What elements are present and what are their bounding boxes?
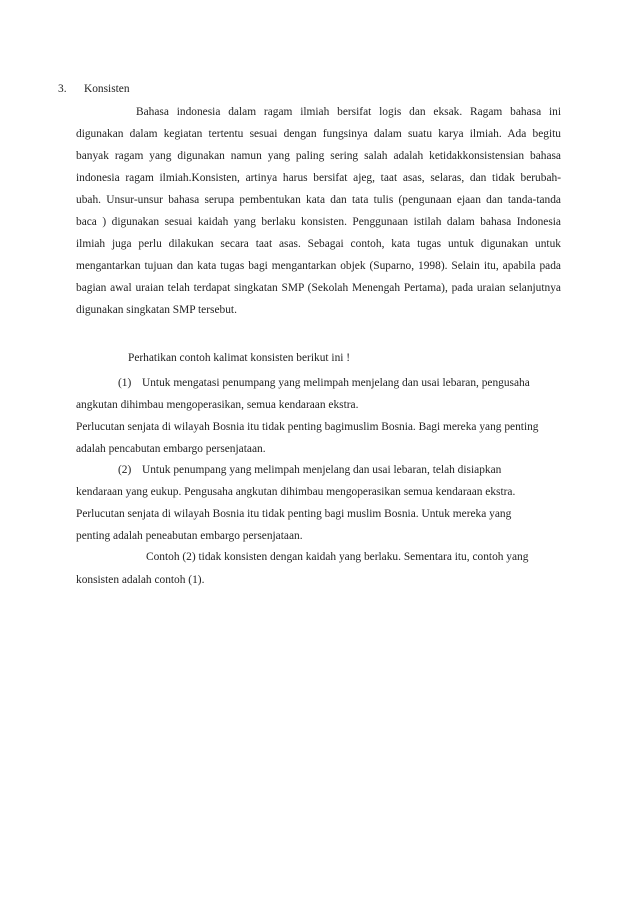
paragraph-line: ubah. Unsur-unsur bahasa serupa pembentukan kata dan tata tulis (pengunaan ejaan dan tanda-tanda [76, 194, 561, 206]
paragraph-line: Bahasa indonesia dalam ragam ilmiah bersifat logis dan eksak. Ragam bahasa ini [136, 106, 561, 118]
section-number: 3. [58, 83, 67, 95]
example1-line: angkutan dihimbau mengoperasikan, semua kendaraan ekstra. [76, 399, 359, 411]
conclusion-line: Contoh (2) tidak konsisten dengan kaidah yang berlaku. Sementara itu, contoh yang [146, 551, 529, 563]
paragraph-line: ilmiah juga perlu dilakukan secara taat asas. Sebagai contoh, kata tugas untuk digunakan untuk [76, 238, 561, 250]
example2-line: Perlucutan senjata di wilayah Bosnia itu tidak penting bagi muslim Bosnia. Untuk mereka yang [76, 508, 512, 520]
paragraph-line: digunakan singkatan SMP tersebut. [76, 304, 237, 316]
paragraph-line: indonesia ragam ilmiah.Konsisten, artinya harus bersifat ajeg, taat asas, selaras, dan tidak berubah- [76, 172, 561, 184]
paragraph-line: bagian awal uraian telah terdapat singkatan SMP (Sekolah Menengah Pertama), pada uraian selanjutnya [76, 282, 561, 294]
example2-marker: (2) [118, 464, 132, 476]
paragraph-line: banyak ragam yang digunakan namun yang paling sering salah adalah ketidakkonsistensian bahasa [76, 150, 561, 162]
conclusion-line: konsisten adalah contoh (1). [76, 574, 205, 586]
example2-line: Untuk penumpang yang melimpah menjelang dan usai lebaran, telah disiapkan [142, 464, 502, 476]
paragraph-line: digunakan dalam kegiatan tertentu sesuai dengan fungsinya dalam suatu karya ilmiah. Ada begitu [76, 128, 561, 140]
example1-marker: (1) [118, 377, 132, 389]
example-intro: Perhatikan contoh kalimat konsisten berikut ini ! [128, 352, 351, 364]
example1-line: Untuk mengatasi penumpang yang melimpah menjelang dan usai lebaran, pengusaha [142, 377, 530, 389]
section-title: Konsisten [84, 83, 130, 95]
example1-line: Perlucutan senjata di wilayah Bosnia itu tidak penting bagimuslim Bosnia. Bagi mereka yang penting [76, 421, 539, 433]
paragraph-line: baca ) digunakan sesuai kaidah yang berlaku konsisten. Penggunaan istilah dalam bahasa Indonesia [76, 216, 561, 228]
example2-line: kendaraan yang eukup. Pengusaha angkutan dihimbau mengoperasikan semua kendaraan ekstra. [76, 486, 516, 498]
example2-line: penting adalah peneabutan embargo persenjataan. [76, 530, 303, 542]
paragraph-line: mengantarkan tujuan dan kata tugas bagi mengantarkan objek (Suparno, 1998). Selain itu, apabila pada [76, 260, 561, 272]
example1-line: adalah pencabutan embargo persenjataan. [76, 443, 266, 455]
